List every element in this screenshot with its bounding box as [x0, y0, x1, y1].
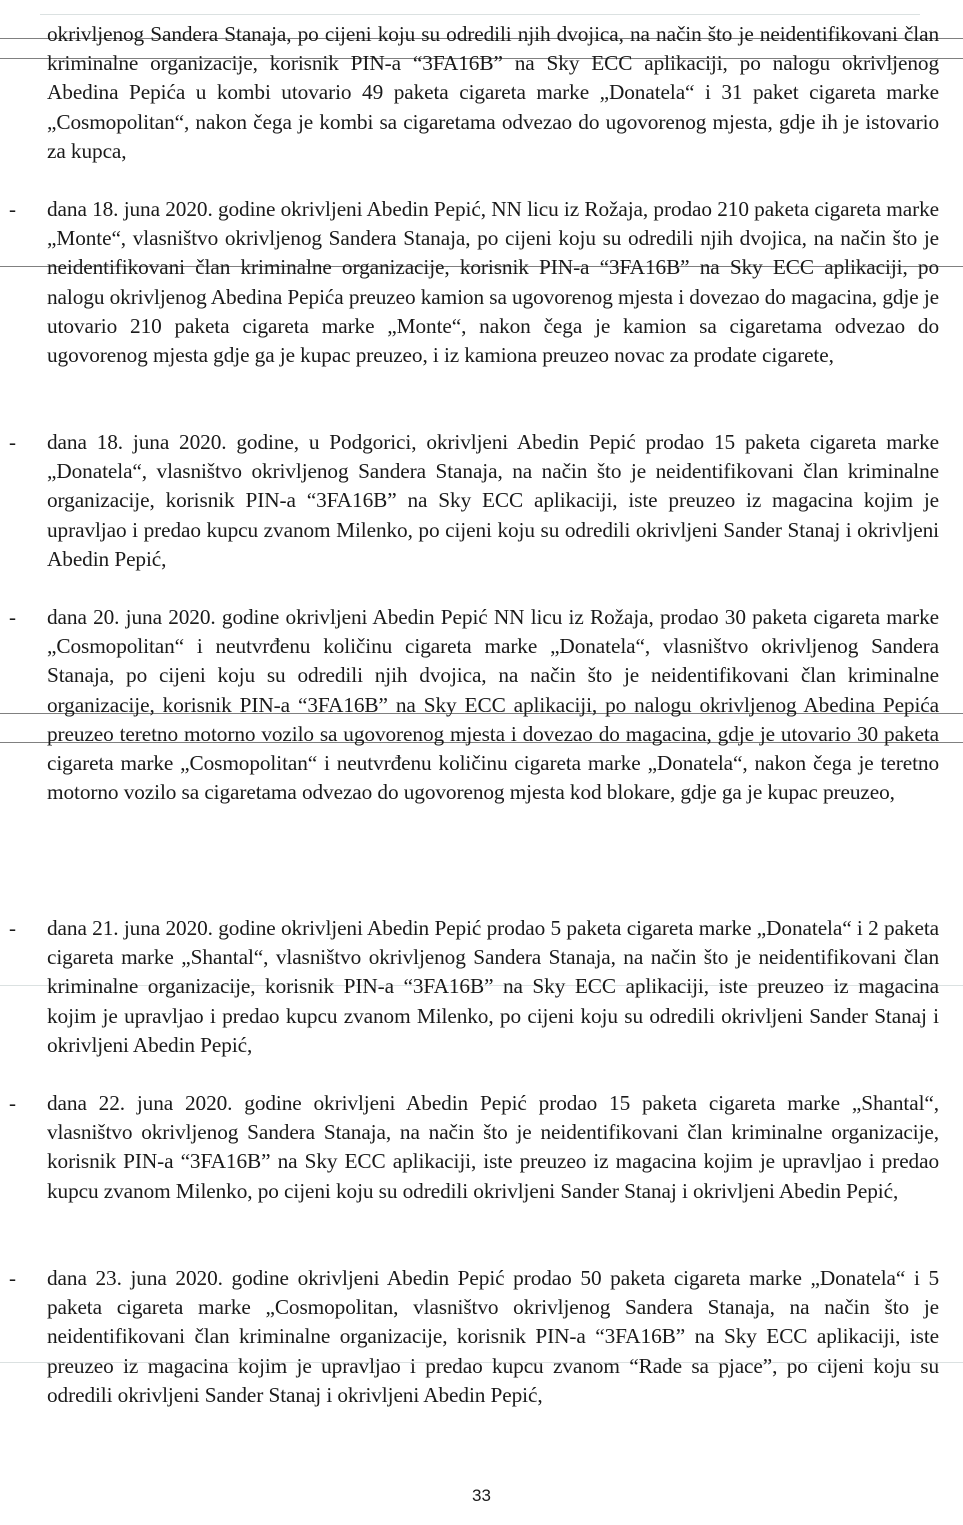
- list-bullet: -: [9, 1091, 16, 1115]
- list-item: [0, 914, 963, 1060]
- list-item-text: dana 18. juna 2020. godine okrivljeni Abedin Pepić, NN licu iz Rožaja, prodao 210 paketa cigareta marke „Monte“, vlasništvo okrivljenog Sandera Stanaja, po cijeni koju su odredili njih dvojica, na način što je neidentifikovani član kriminalne organizacije, korisnik PIN-a “3FA16B” na Sky ECC aplikaciji, po nalogu okrivljenog Abedina Pepića preuzeo kamion sa ugovorenog mjesta i dovezao do magacina, gdje je utovario 210 paketa cigareta marke „Monte“, nakon čega je kamion sa cigaretama odvezao do ugovorenog mjesta gdje ga je kupac preuzeo, i iz kamiona preuzeo novac za prodate cigarete,: [47, 197, 939, 368]
- list-bullet: -: [9, 916, 16, 940]
- list-item: [0, 428, 963, 574]
- page-number: 33: [472, 1486, 491, 1505]
- scan-noise-artifact: [40, 14, 920, 15]
- list-item: [0, 1089, 963, 1206]
- list-item-text: dana 22. juna 2020. godine okrivljeni Abedin Pepić prodao 15 paketa cigareta marke „Shantal“, vlasništvo okrivljenog Sandera Stanaja, na način što je neidentifikovani član kriminalne organizacije, korisnik PIN-a “3FA16B” na Sky ECC aplikaciji, iste preuzeo iz magacina kojim je upravljao i predao kupcu zvanom Milenko, po cijeni koju su odredili okrivljeni Sander Stanaj i okrivljeni Abedin Pepić,: [47, 1091, 939, 1203]
- list-bullet: -: [9, 1266, 16, 1290]
- list-item-text: dana 20. juna 2020. godine okrivljeni Abedin Pepić NN licu iz Rožaja, prodao 30 paketa cigareta marke „Cosmopolitan“ i neutvrđenu količinu cigareta marke „Donatela“, vlasništvo okrivljenog Sandera Stanaja, po cijeni koju su odredili njih dvojica, na način što je neidentifikovani član kriminalne organizacije, korisnik PIN-a “3FA16B” na Sky ECC aplikaciji, po nalogu okrivljenog Abedina Pepića preuzeo teretno motorno vozilo sa ugovorenog mjesta i dovezao do magacina, gdje je utovario 30 paketa cigareta marke „Cosmopolitan“ i neutvrđenu količinu cigareta marke „Donatela“, nakon čega je teretno motorno vozilo sa cigaretama odvezao do ugovorenog mjesta kod blokare, gdje ga je kupac preuzeo,: [47, 605, 939, 805]
- list-item: [0, 1264, 963, 1410]
- list-item: [0, 195, 963, 370]
- list-item-text: dana 21. juna 2020. godine okrivljeni Abedin Pepić prodao 5 paketa cigareta marke „Donatela“ i 2 paketa cigareta marke „Shantal“, vlasništvo okrivljenog Sandera Stanaja, na način što je neidentifikovani član kriminalne organizacije, korisnik PIN-a “3FA16B” na Sky ECC aplikaciji, iste preuzeo iz magacina kojim je upravljao i predao kupcu zvanom Milenko, po cijeni koju su odredili okrivljeni Sander Stanaj i okrivljeni Abedin Pepić,: [47, 916, 939, 1057]
- list-bullet: -: [9, 605, 16, 629]
- list-item-text: dana 18. juna 2020. godine, u Podgorici, okrivljeni Abedin Pepić prodao 15 paketa cigareta marke „Donatela“, vlasništvo okrivljenog Sandera Stanaja, na način što je neidentifikovani član kriminalne organizacije, korisnik PIN-a “3FA16B” na Sky ECC aplikaciji, iste preuzeo iz magacina kojim je upravljao i predao kupcu zvanom Milenko, po cijeni koju su odredili okrivljeni Sander Stanaj i okrivljeni Abedin Pepić,: [47, 430, 939, 571]
- intro-paragraph: okrivljenog Sandera Stanaja, po cijeni koju su odredili njih dvojica, na način što je neidentifikovani član kriminalne organizacije, korisnik PIN-a “3FA16B” na Sky ECC aplikaciji, po nalogu okrivljenog Abedina Pepića u kombi utovario 49 paketa cigareta marke „Donatela“ i 31 paket cigareta marke „Cosmopolitan“, nakon čega je kombi sa cigaretama odvezao do ugovorenog mjesta, gdje ih je istovario za kupca,: [47, 22, 939, 163]
- list-item: [0, 603, 963, 807]
- list-bullet: -: [9, 197, 16, 221]
- list-item-text: dana 23. juna 2020. godine okrivljeni Abedin Pepić prodao 50 paketa cigareta marke „Donatela“ i 5 paketa cigareta marke „Cosmopolitan, vlasništvo okrivljenog Sandera Stanaja, na način što je neidentifikovani član kriminalne organizacije, korisnik PIN-a “3FA16B” na Sky ECC aplikaciji, iste preuzeo iz magacina kojim je upravljao i predao kupcu zvanom “Rade sa pjace”, po cijeni koju su odredili okrivljeni Sander Stanaj i okrivljeni Abedin Pepić,: [47, 1266, 939, 1407]
- list-bullet: -: [9, 430, 16, 454]
